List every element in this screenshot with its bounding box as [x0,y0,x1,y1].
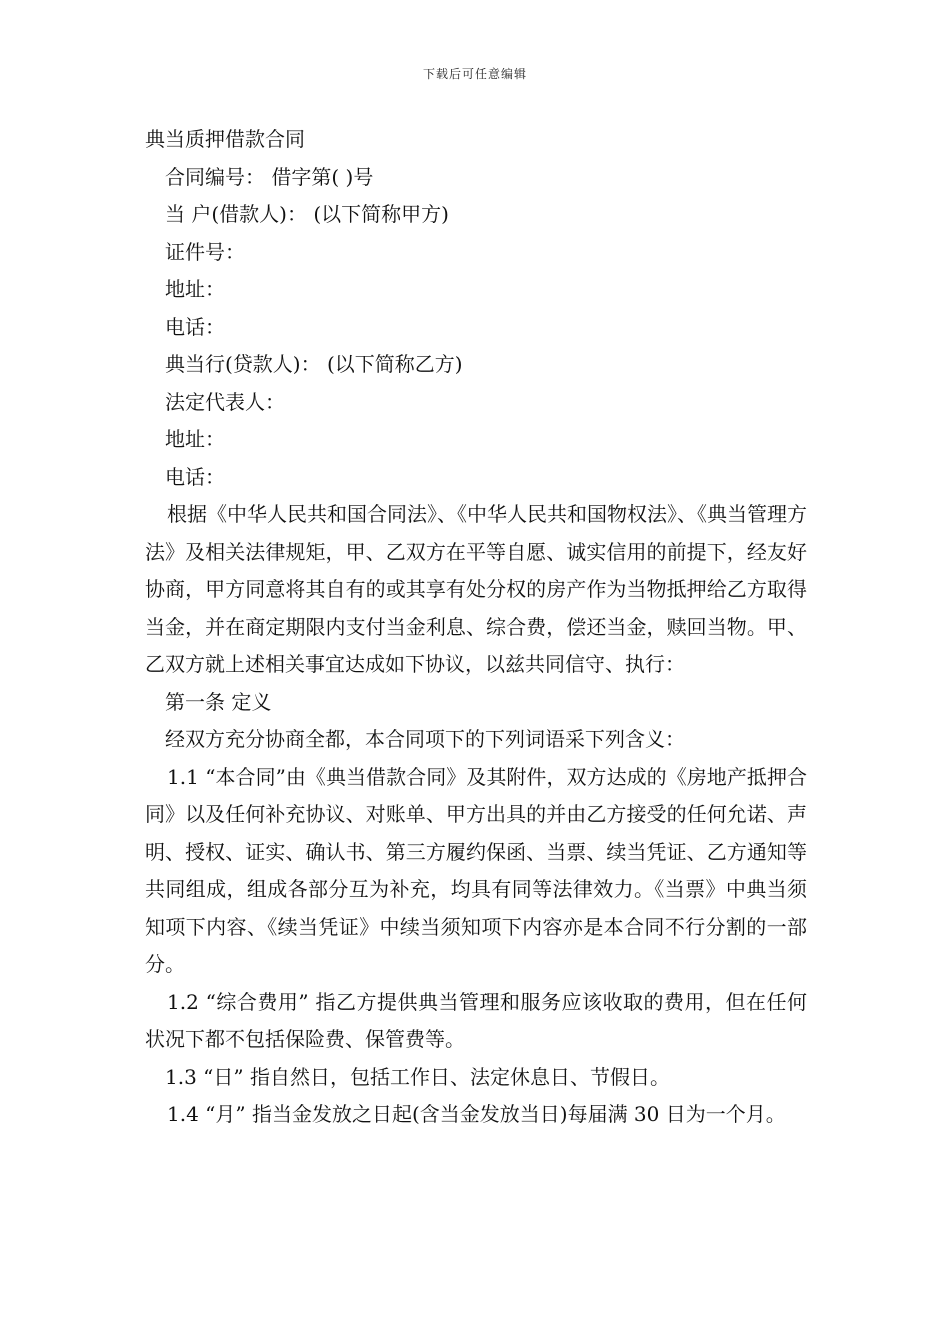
clause-1-1: 1.1 “本合同”由《典当借款合同》及其附件，双方达成的《房地产抵押合同》以及任何补充协议、对账单、甲方出具的并由乙方接受的任何允诺、声明、授权、证实、确认书、第三方履约保函、当票、续当凭证、乙方通知等共同组成，组成各部分互为补充，均具有同等法律效力。《当票》中典当须知项下内容、《续当凭证》中续当须知项下内容亦是本合同不行分割的一部分。 [145,764,807,976]
document-title: 典当质押借款合同 [145,127,305,151]
party-a-phone: 电话： [165,314,225,339]
party-b-representative: 法定代表人： [165,389,285,414]
page-header-note: 下载后可任意编辑 [422,67,527,81]
party-a-line: 当 户(借款人)： (以下简称甲方) [165,202,449,226]
contract-number: 合同编号： 借字第( )号 [165,164,374,189]
party-b-line: 典当行(贷款人)： (以下简称乙方) [165,352,463,376]
party-b-phone: 电话： [165,464,225,489]
party-a-id: 证件号： [165,239,245,264]
party-a-address: 地址： [165,277,225,301]
article-1-intro: 经双方充分协商全都，本合同项下的下列词语采下列含义： [165,727,685,751]
article-1-heading: 第一条 定义 [165,689,272,714]
document-body [145,121,807,1134]
clause-1-4: 1.4 “月” 指当金发放之日起(含当金发放当日)每届满 30 日为一个月。 [167,1102,786,1126]
clause-1-2: 1.2 “综合费用” 指乙方提供典当管理和服务应该收取的费用，但在任何状况下都不包括保险费、保管费等。 [145,989,807,1051]
preamble-paragraph: 根据《中华人民共和国合同法》、《中华人民共和国物权法》、《典当管理方法》及相关法律规矩，甲、乙双方在平等自愿、诚实信用的前提下，经友好协商，甲方同意将其自有的或其享有处分权的房产作为当物抵押给乙方取得当金，并在商定期限内支付当金利息、综合费，偿还当金，赎回当物。甲、乙双方就上述相关事宜达成如下协议，以兹共同信守、执行： [145,502,807,676]
clause-1-3: 1.3 “日” 指自然日，包括工作日、法定休息日、节假日。 [165,1064,670,1089]
party-b-address: 地址： [165,427,225,451]
